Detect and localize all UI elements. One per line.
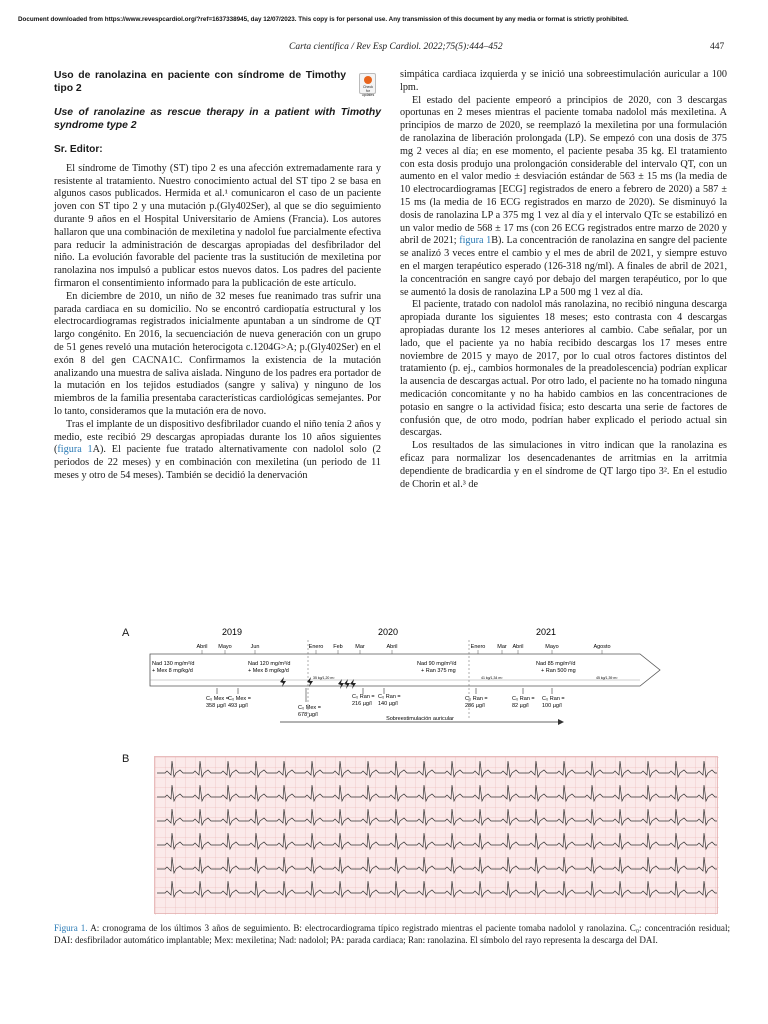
paragraph — [400, 95, 727, 300]
level-label: 358 µg/l — [206, 703, 226, 709]
treatment-label: + Ran 500 mg — [541, 668, 576, 674]
level-label: C₀ Ran = — [512, 696, 535, 702]
level-label: C₀ Mex = — [298, 705, 321, 711]
level-label: C₀ Ran = — [378, 694, 401, 700]
text-run: B). La concentración de ranolazina en sangre del paciente se analizó 3 veces entre el cambio y el mes de abril de 2021, y siempre estuvo en el margen terapéutico esperado (126-318 ng/ml). A finales de abril de 2021, la concentración en sangre cayó por debajo del margen terapéutico, por lo que se aumentó la dosis de ranolazina LP a 500 mg 1 vez al día. — [400, 235, 727, 298]
treatment-label: + Ran 375 mg — [421, 668, 456, 674]
check-updates-label: Check for updates — [361, 85, 375, 97]
pacing-label: Sobreestimulación auricular — [386, 716, 454, 722]
weight-label: 41 kg/1,34 m² — [481, 676, 503, 680]
text-run: A). El paciente fue tratado alternativamente con nadolol solo (2 periodos de 22 meses) y en combinación con mexiletina (un periodo de 11 meses y otro de 54 meses). También se decidió la denervación — [54, 444, 381, 481]
treatment-label: + Mex 8 mg/kg/d — [248, 668, 289, 674]
timeline-arrow — [150, 654, 660, 686]
month-label: Mayo — [545, 644, 559, 650]
treatment-label: Nad 90 mg/m²/d — [417, 661, 457, 667]
download-notice: Document downloaded from https://www.revespcardiol.org/?ref=1637338945, day 12/07/2023. This copy is for personal use. Any transmission of this document by any media or format is strictly prohibited. — [18, 16, 629, 23]
article-title-english: Use of ranolazine as rescue therapy in a patient with Timothy syndrome type 2 — [54, 107, 381, 131]
level-label: 216 µg/l — [352, 701, 372, 707]
panel-b-label: B — [122, 753, 130, 765]
paragraph — [54, 419, 381, 483]
level-label: C₀ Ran = — [542, 696, 565, 702]
month-label: Abril — [386, 644, 398, 650]
month-label: Abril — [196, 644, 208, 650]
weight-label: 35 kg/1,20 m² — [313, 676, 335, 680]
level-label: 100 µg/l — [542, 703, 562, 709]
month-label: Jun — [250, 644, 260, 650]
paragraph: En diciembre de 2010, un niño de 32 meses fue reanimado tras sufrir una parada cardiaca en su domicilio. No se encontró cardiopatía estructural y los electrocardiogramas registrados inicialmente apuntaban a un síndrome de QT largo congénito. En 2016, la secuenciación de nueva generación con un grupo de 51 genes reveló una mutación heterocigota c.1204G>A; p.(Gly402Ser) en el exón 8 del gen CACNA1C. Confirmamos la existencia de la mutación analizando una muestra de saliva aislada. Ninguno de los padres era portador de la mutación en los tejidos estudiados (sangre y saliva) y ninguno de los miembros de la familia presentaba características cardiológicas semejantes. Por lo tanto, consideramos que la mutación era de novo. — [54, 290, 381, 417]
caption-label: Figura 1. — [54, 923, 88, 933]
month-label: Agosto — [593, 644, 611, 650]
paragraph: El paciente, tratado con nadolol más ranolazina, no recibió ninguna descarga apropiada durante los siguientes 18 meses; esto contrasta con 4 descargas apropiadas durante los 12 meses anteriores al cambio. Cabe señalar, por un lado, que el paciente ya no había recibido descargas los 17 meses entre noviembre de 2015 y mayo de 2017, por lo cual otros factores distintos del tratamiento (p. ej., cambios hormonales de la preadolescencia) podrían explicar la ausencia de descargas actual. Por otro lado, el paciente no ha tomado ninguna medicación concomitante y no ha habido cambios en las concentraciones de potasio en sangre o la actividad física; esto descarta una serie de factores de confusión que, de otro modo, podrían haber explicado el periodo actual sin descargas. — [400, 299, 727, 439]
treatment-label: Nad 130 mg/m²/d — [152, 661, 195, 667]
left-column — [54, 69, 381, 483]
figure-link[interactable]: figura 1 — [459, 235, 492, 247]
level-label: C₀ Mex = — [206, 696, 229, 702]
level-label: C₀ Ran = — [352, 694, 375, 700]
paragraph: Los resultados de las simulaciones in vitro indican que la ranolazina es eficaz para normalizar los desencadenantes de arritmias en la arritmia dependiente de bradicardia y en el síndrome de QT largo tipo 3². En el estudio de Chorin et al.³ de — [400, 440, 727, 490]
level-label: 82 µg/l — [512, 703, 529, 709]
level-label: 678 µg/l — [298, 712, 318, 718]
text-run: El estado del paciente empeoró a principios de 2020, con 3 descargas oportunas en 2 meses mientras el paciente tomaba nadolol más mexiletina. A principios de marzo de 2020, se reemplazó la mexiletina por una formulación de ranolazina de liberación prolongada (LP). Se empezó con una dosis de 375 mg 2 veces al día; en ese momento, el paciente pesaba 35 kg. El tratamiento con esta dosis produjo una prolongación considerable del intervalo QT, con un aumento en el valor medio ± desviación estándar de 563 ± 15 ms (la media de 10 electrocardiogramas [ECG] registrados de enero a febrero de 2020) a 587 ± 15 ms (la media de 16 ECG registrados en marzo de 2020). Se disminuyó la dosis de ranolazina LP a 375 mg 1 vez al día y el intervalo QTc se estabilizó en un valor medio de 568 ± 17 ms (con 26 ECG registrados entre marzo de 2020 y abril de 2021; — [400, 94, 727, 247]
month-label: Mar — [355, 644, 365, 650]
month-label: Feb — [333, 644, 343, 650]
right-column — [400, 69, 727, 491]
figure-1 — [120, 622, 730, 922]
ecg-tracing — [154, 756, 718, 914]
journal-citation: Carta científica / Rev Esp Cardiol. 2022;75(5):444–452 — [289, 42, 503, 52]
year-label: 2019 — [221, 627, 243, 637]
treatment-label: Nad 120 mg/m²/d — [248, 661, 291, 667]
level-label: C₀ Ran = — [465, 696, 488, 702]
text-run: Tras el implante de un dispositivo desfibrilador cuando el niño tenía 2 años y medio, este recibió 29 descargas apropiadas durante los 10 años siguientes ( — [54, 418, 381, 456]
paragraph: simpática cardiaca izquierda y se inició una sobreestimulación auricular a 100 lpm. — [400, 69, 727, 93]
check-updates-icon[interactable] — [359, 73, 376, 97]
level-label: 140 µg/l — [378, 701, 398, 707]
figure-caption — [54, 923, 730, 946]
year-label: 2020 — [377, 627, 399, 637]
caption-text: A: cronograma de los últimos 3 años de seguimiento. B: electrocardiograma típico registrado mientras el paciente tomaba nadolol y ranolazina. C₀: concentración residual; DAI: desfibrilador automático implantable; Mex: mexiletina; Nad: nadolol; PA: parada cardiaca; Ran: ranolazina. El símbolo del rayo representa la descarga del DAI. — [54, 923, 731, 945]
month-label: Mar — [497, 644, 507, 650]
month-label: Enero — [470, 644, 486, 650]
level-label: C₀ Mex = — [228, 696, 251, 702]
treatment-label: + Mex 8 mg/kg/d — [152, 668, 193, 674]
timeline-svg — [120, 622, 730, 750]
salutation: Sr. Editor: — [54, 144, 103, 155]
page-number: 447 — [710, 42, 725, 52]
month-label: Mayo — [218, 644, 232, 650]
month-label: Abril — [512, 644, 524, 650]
level-label: 286 µg/l — [465, 703, 485, 709]
treatment-label: Nad 85 mg/m²/d — [536, 661, 576, 667]
article-title-spanish: Uso de ranolazina en paciente con síndrome de Timothy tipo 2 — [54, 70, 346, 94]
year-label: 2021 — [535, 627, 557, 637]
paragraph: El síndrome de Timothy (ST) tipo 2 es una afección extremadamente rara y resistente al tratamiento. Nuestro conocimiento actual del ST tipo 2 se basa en algunos casos publicados. Hermida et al.¹ comunicaron el caso de un paciente joven con ST tipo 2 y una mutación p.(Gly402Ser), al que se dio seguimiento durante 9 años en el Hospital Universitario de Amiens (Francia). Los autores hallaron que una combinación de mexiletina y nadolol fue parcialmente efectiva para reducir la administración de descargas apropiadas del desfibrilador del niño. La evolución favorable del paciente tras la sustitución de mexiletina por ranolazina nos impulsó a publicar estos nuevos datos. Los padres del paciente firmaron el consentimiento informado para la publicación de este artículo. — [54, 162, 381, 289]
figure-link[interactable]: figura 1 — [57, 444, 93, 456]
ecg-svg — [155, 757, 719, 915]
level-label: 493 µg/l — [228, 703, 248, 709]
weight-label: 45 kg/1,39 m² — [596, 676, 618, 680]
panel-a-label: A — [122, 627, 130, 639]
month-label: Enero — [308, 644, 324, 650]
